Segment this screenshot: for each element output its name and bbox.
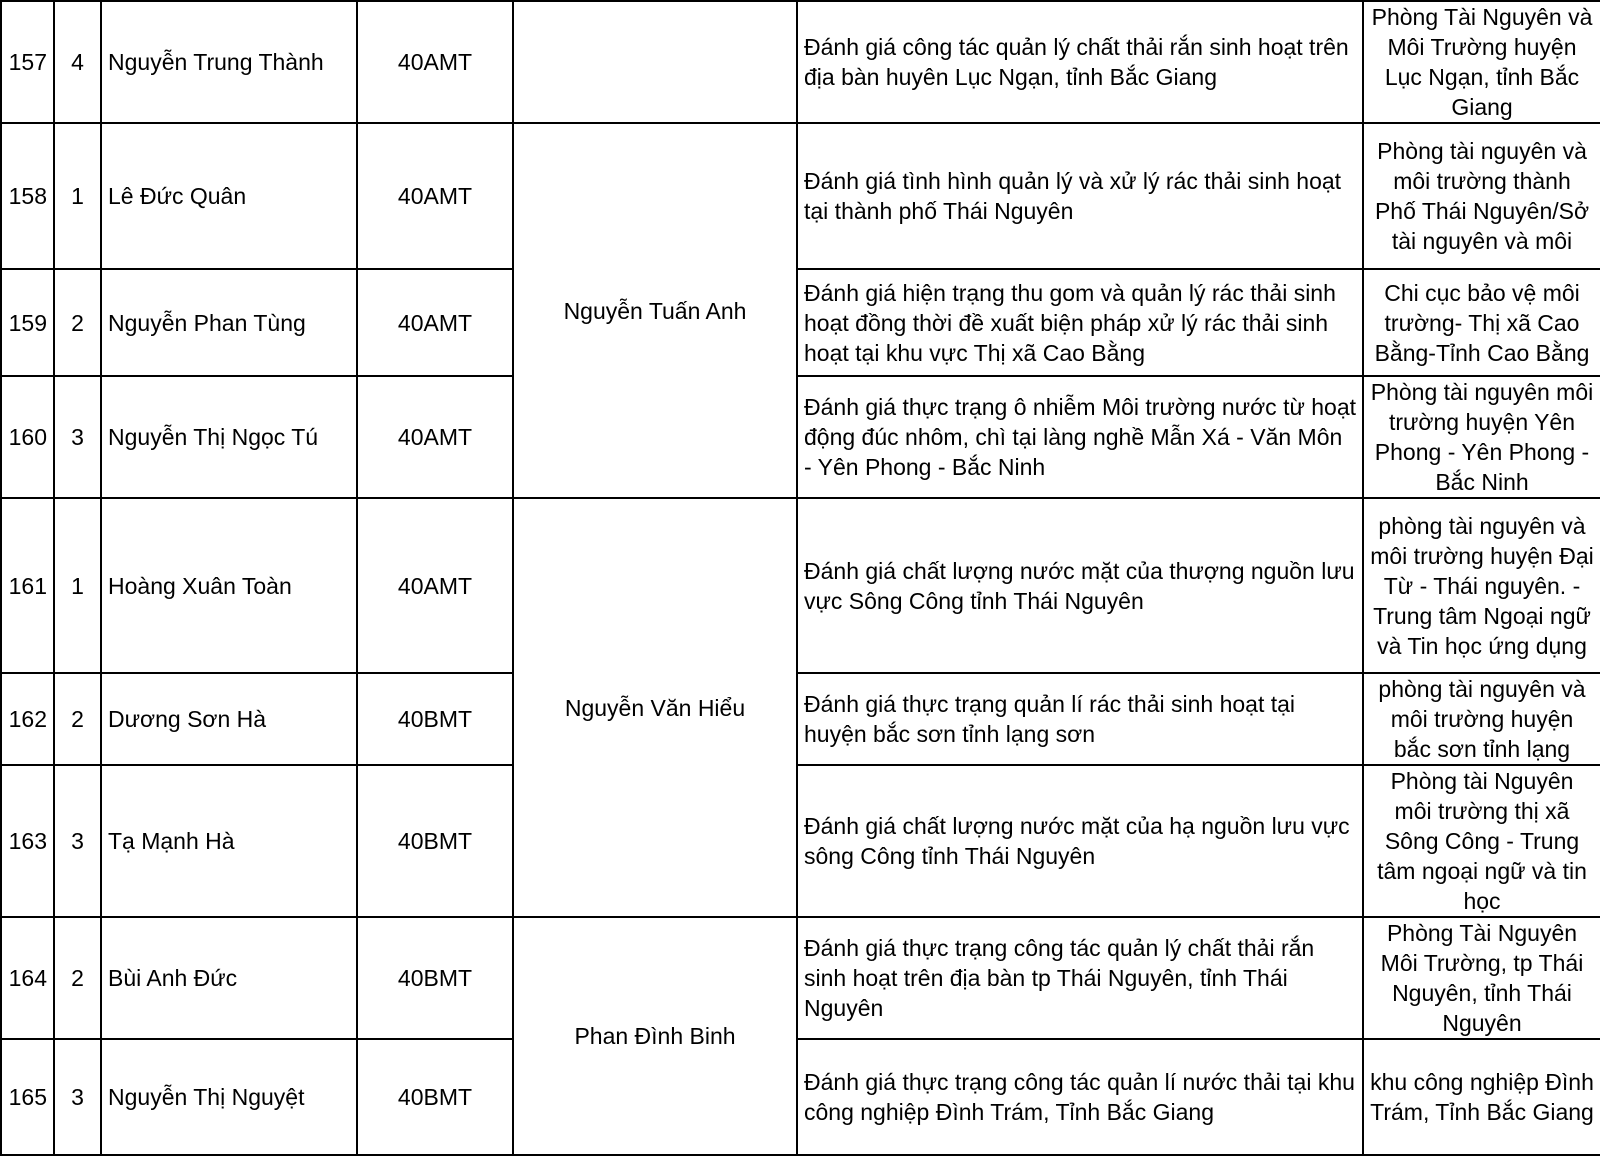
row-number-cell: 163 [1, 765, 54, 917]
student-name-cell: Hoàng Xuân Toàn [101, 498, 357, 673]
row-number-cell: 161 [1, 498, 54, 673]
internship-place-cell: Phòng tài nguyên môi trường huyện Yên Phong - Yên Phong - Bắc Ninh [1363, 376, 1600, 498]
class-cell: 40AMT [357, 269, 513, 376]
supervisor-cell: Nguyễn Tuấn Anh [513, 123, 797, 498]
student-name-cell: Nguyễn Thị Nguyệt [101, 1039, 357, 1155]
row-number-cell: 162 [1, 673, 54, 765]
table-row [1, 1, 1600, 123]
group-index-cell: 2 [54, 269, 101, 376]
student-name-cell: Nguyễn Trung Thành [101, 1, 357, 123]
table-row [1, 376, 1600, 498]
topic-cell: Đánh giá hiện trạng thu gom và quản lý rác thải sinh hoạt đồng thời đề xuất biện pháp xử lý rác thải sinh hoạt tại khu vực Thị xã Cao Bằng [797, 269, 1363, 376]
class-cell: 40BMT [357, 1039, 513, 1155]
row-number-cell: 165 [1, 1039, 54, 1155]
group-index-cell: 3 [54, 1039, 101, 1155]
supervisor-cell: Nguyễn Văn Hiểu [513, 498, 797, 917]
class-cell: 40BMT [357, 673, 513, 765]
class-cell: 40BMT [357, 917, 513, 1039]
topic-cell: Đánh giá công tác quản lý chất thải rắn sinh hoạt trên địa bàn huyên Lục Ngạn, tỉnh Bắc Giang [797, 1, 1363, 123]
group-index-cell: 2 [54, 917, 101, 1039]
internship-place-cell: khu công nghiệp Đình Trám, Tỉnh Bắc Giang [1363, 1039, 1600, 1155]
row-number-cell: 164 [1, 917, 54, 1039]
group-index-cell: 1 [54, 498, 101, 673]
group-index-cell: 4 [54, 1, 101, 123]
internship-place-cell: Phòng Tài Nguyên và Môi Trường huyện Lục Ngạn, tỉnh Bắc Giang [1363, 1, 1600, 123]
class-cell: 40BMT [357, 765, 513, 917]
topic-cell: Đánh giá thực trạng quản lí rác thải sinh hoạt tại huyện bắc sơn tỉnh lạng sơn [797, 673, 1363, 765]
student-name-cell: Dương Sơn Hà [101, 673, 357, 765]
table-row [1, 765, 1600, 917]
internship-place-cell: Phòng Tài Nguyên Môi Trường, tp Thái Nguyên, tỉnh Thái Nguyên [1363, 917, 1600, 1039]
table-row [1, 498, 1600, 673]
topic-cell: Đánh giá thực trạng ô nhiễm Môi trường nước từ hoạt động đúc nhôm, chì tại làng nghề Mẫn Xá - Văn Môn - Yên Phong - Bắc Ninh [797, 376, 1363, 498]
table-row [1, 123, 1600, 269]
student-name-cell: Tạ Mạnh Hà [101, 765, 357, 917]
group-index-cell: 2 [54, 673, 101, 765]
group-index-cell: 1 [54, 123, 101, 269]
group-index-cell: 3 [54, 376, 101, 498]
student-name-cell: Bùi Anh Đức [101, 917, 357, 1039]
internship-place-cell: Phòng tài Nguyên môi trường thị xã Sông Công - Trung tâm ngoại ngữ và tin học [1363, 765, 1600, 917]
table-row [1, 269, 1600, 376]
supervisor-cell: Phan Đình Binh [513, 917, 797, 1155]
topic-cell: Đánh giá thực trạng công tác quản lí nước thải tại khu công nghiệp Đình Trám, Tỉnh Bắc Giang [797, 1039, 1363, 1155]
row-number-cell: 157 [1, 1, 54, 123]
supervisor-cell-empty [513, 1, 797, 123]
internship-place-cell: phòng tài nguyên và môi trường huyện bắc sơn tỉnh lạng [1363, 673, 1600, 765]
student-name-cell: Nguyễn Thị Ngọc Tú [101, 376, 357, 498]
class-cell: 40AMT [357, 123, 513, 269]
topic-cell: Đánh giá tình hình quản lý và xử lý rác thải sinh hoạt tại thành phố Thái Nguyên [797, 123, 1363, 269]
internship-place-cell: Chi cục bảo vệ môi trường- Thị xã Cao Bằng-Tỉnh Cao Bằng [1363, 269, 1600, 376]
internship-place-cell: phòng tài nguyên và môi trường huyện Đại Từ - Thái nguyên. - Trung tâm Ngoại ngữ và Tin học ứng dụng [1363, 498, 1600, 673]
topic-cell: Đánh giá chất lượng nước mặt của thượng nguồn lưu vực Sông Công tỉnh Thái Nguyên [797, 498, 1363, 673]
class-cell: 40AMT [357, 498, 513, 673]
class-cell: 40AMT [357, 1, 513, 123]
topic-cell: Đánh giá thực trạng công tác quản lý chất thải rắn sinh hoạt trên địa bàn tp Thái Nguyên, tỉnh Thái Nguyên [797, 917, 1363, 1039]
class-cell: 40AMT [357, 376, 513, 498]
student-name-cell: Nguyễn Phan Tùng [101, 269, 357, 376]
topic-cell: Đánh giá chất lượng nước mặt của hạ nguồn lưu vực sông Công tỉnh Thái Nguyên [797, 765, 1363, 917]
row-number-cell: 158 [1, 123, 54, 269]
table-row [1, 917, 1600, 1039]
internship-place-cell: Phòng tài nguyên và môi trường thành Phố Thái Nguyên/Sở tài nguyên và môi [1363, 123, 1600, 269]
table-row [1, 1039, 1600, 1155]
row-number-cell: 159 [1, 269, 54, 376]
table-row [1, 673, 1600, 765]
student-name-cell: Lê Đức Quân [101, 123, 357, 269]
group-index-cell: 3 [54, 765, 101, 917]
row-number-cell: 160 [1, 376, 54, 498]
